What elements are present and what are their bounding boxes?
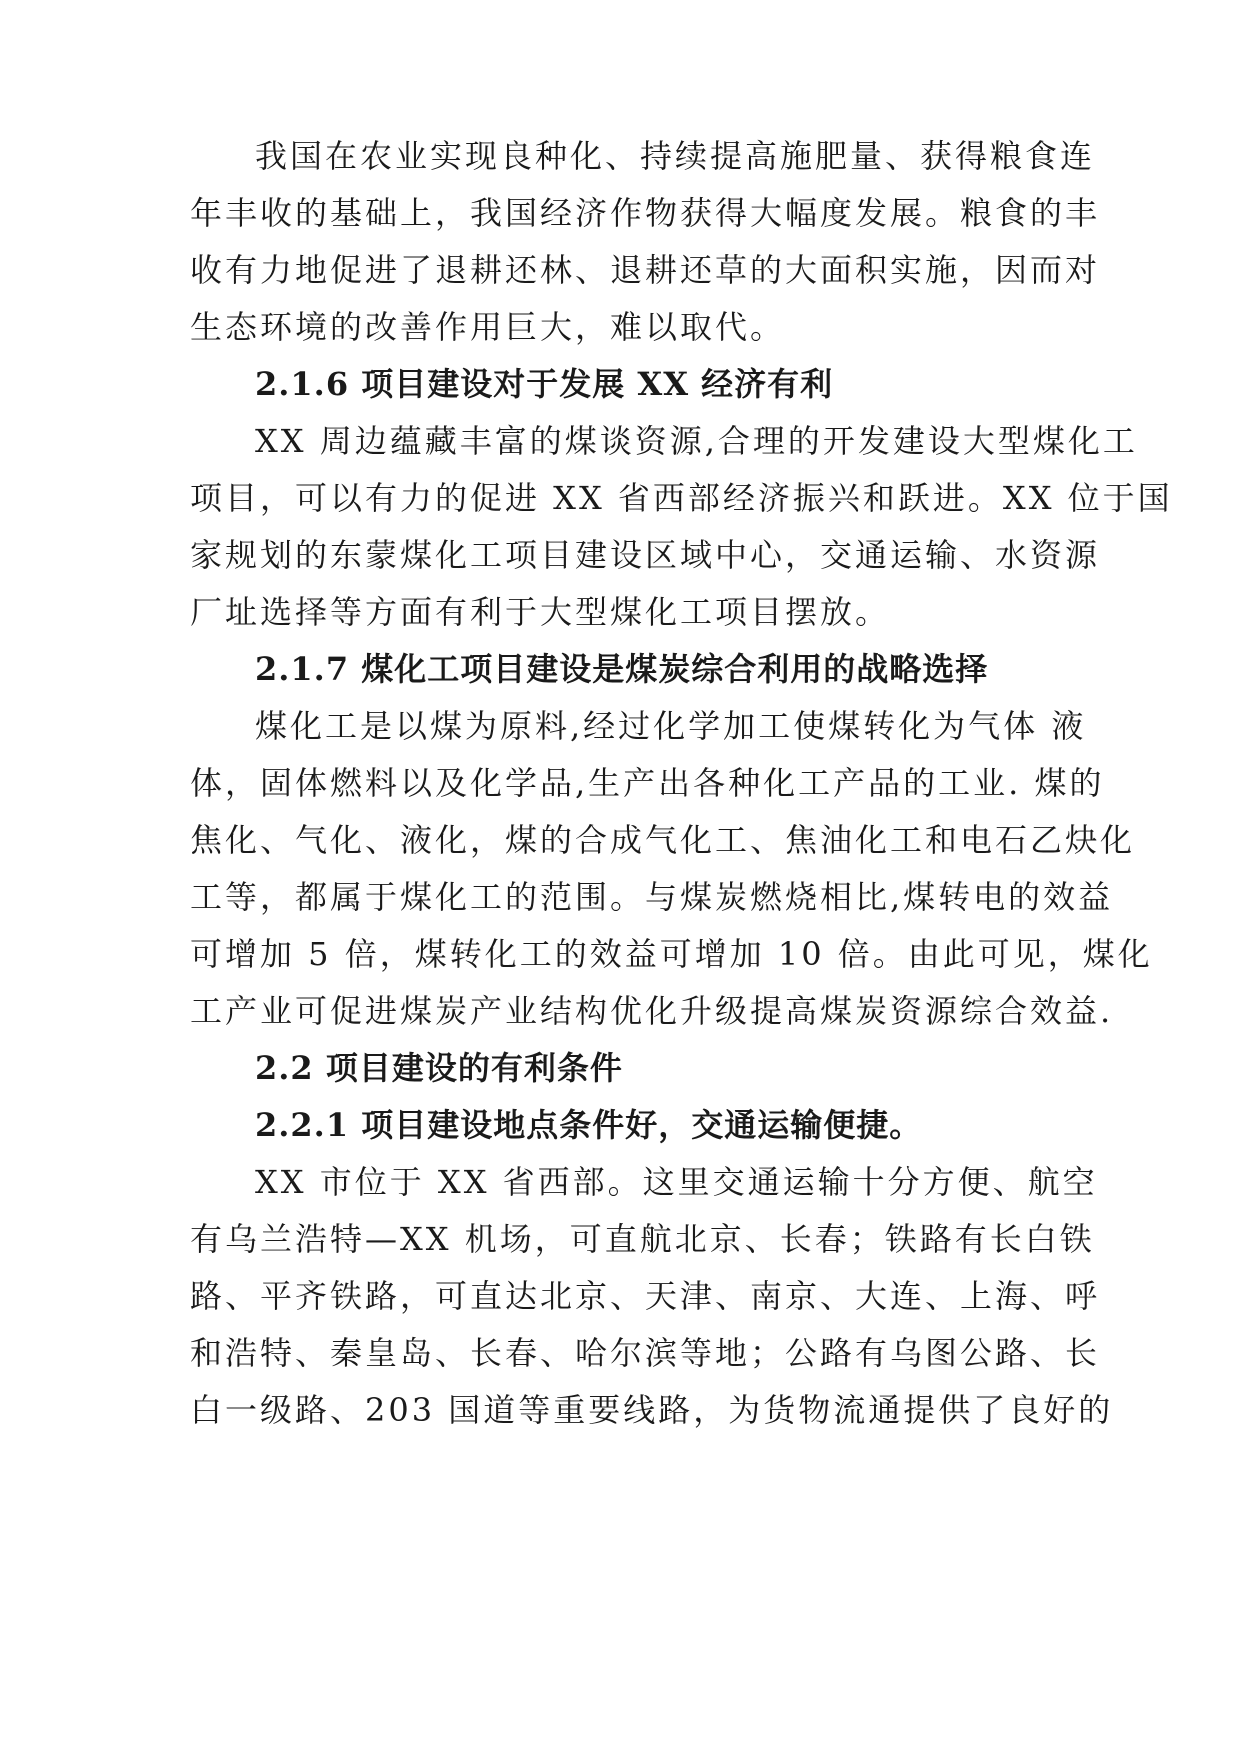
paragraph-line: 路、平齐铁路，可直达北京、天津、南京、大连、上海、呼 [190,1277,1101,1315]
paragraph-line: 年丰收的基础上，我国经济作物获得大幅度发展。粮食的丰 [190,194,1101,232]
section-heading-2-1-6: 2.1.6 项目建设对于发展 XX 经济有利 [255,365,834,403]
paragraph-line: XX 周边蕴藏丰富的煤谈资源,合理的开发建设大型煤化工 [255,422,1138,460]
paragraph-line: 厂址选择等方面有利于大型煤化工项目摆放。 [190,593,891,631]
paragraph-line: 可增加 5 倍，煤转化工的效益可增加 10 倍。由此可见，煤化 [190,935,1153,973]
paragraph-line: 工等，都属于煤化工的范围。与煤炭燃烧相比,煤转电的效益 [190,878,1114,916]
paragraph-line: 生态环境的改善作用巨大，难以取代。 [190,308,786,346]
paragraph-line: 我国在农业实现良种化、持续提高施肥量、获得粮食连 [255,137,1096,175]
paragraph-line: 家规划的东蒙煤化工项目建设区域中心，交通运输、水资源 [190,536,1101,574]
paragraph-line: 白一级路、203 国道等重要线路，为货物流通提供了良好的 [190,1391,1114,1429]
section-heading-2-1-7: 2.1.7 煤化工项目建设是煤炭综合利用的战略选择 [255,650,989,688]
section-heading-2-2: 2.2 项目建设的有利条件 [255,1049,623,1087]
paragraph-line: 煤化工是以煤为原料,经过化学加工使煤转化为气体 液 [255,707,1087,745]
section-heading-2-2-1: 2.2.1 项目建设地点条件好，交通运输便捷。 [255,1106,923,1144]
paragraph-line: 焦化、气化、液化，煤的合成气化工、焦油化工和电石乙炔化 [190,821,1136,859]
paragraph-line: 项目，可以有力的促进 XX 省西部经济振兴和跃进。XX 位于国 [190,479,1173,517]
paragraph-line: 工产业可促进煤炭产业结构优化升级提高煤炭资源综合效益. [190,992,1114,1030]
paragraph-line: XX 市位于 XX 省西部。这里交通运输十分方便、航空 [255,1163,1098,1201]
paragraph-line: 体，固体燃料以及化学品,生产出各种化工产品的工业. 煤的 [190,764,1105,802]
paragraph-line: 收有力地促进了退耕还林、退耕还草的大面积实施，因而对 [190,251,1101,289]
paragraph-line: 和浩特、秦皇岛、长春、哈尔滨等地；公路有乌图公路、长 [190,1334,1101,1372]
paragraph-line: 有乌兰浩特—XX 机场，可直航北京、长春；铁路有长白铁 [190,1220,1095,1258]
